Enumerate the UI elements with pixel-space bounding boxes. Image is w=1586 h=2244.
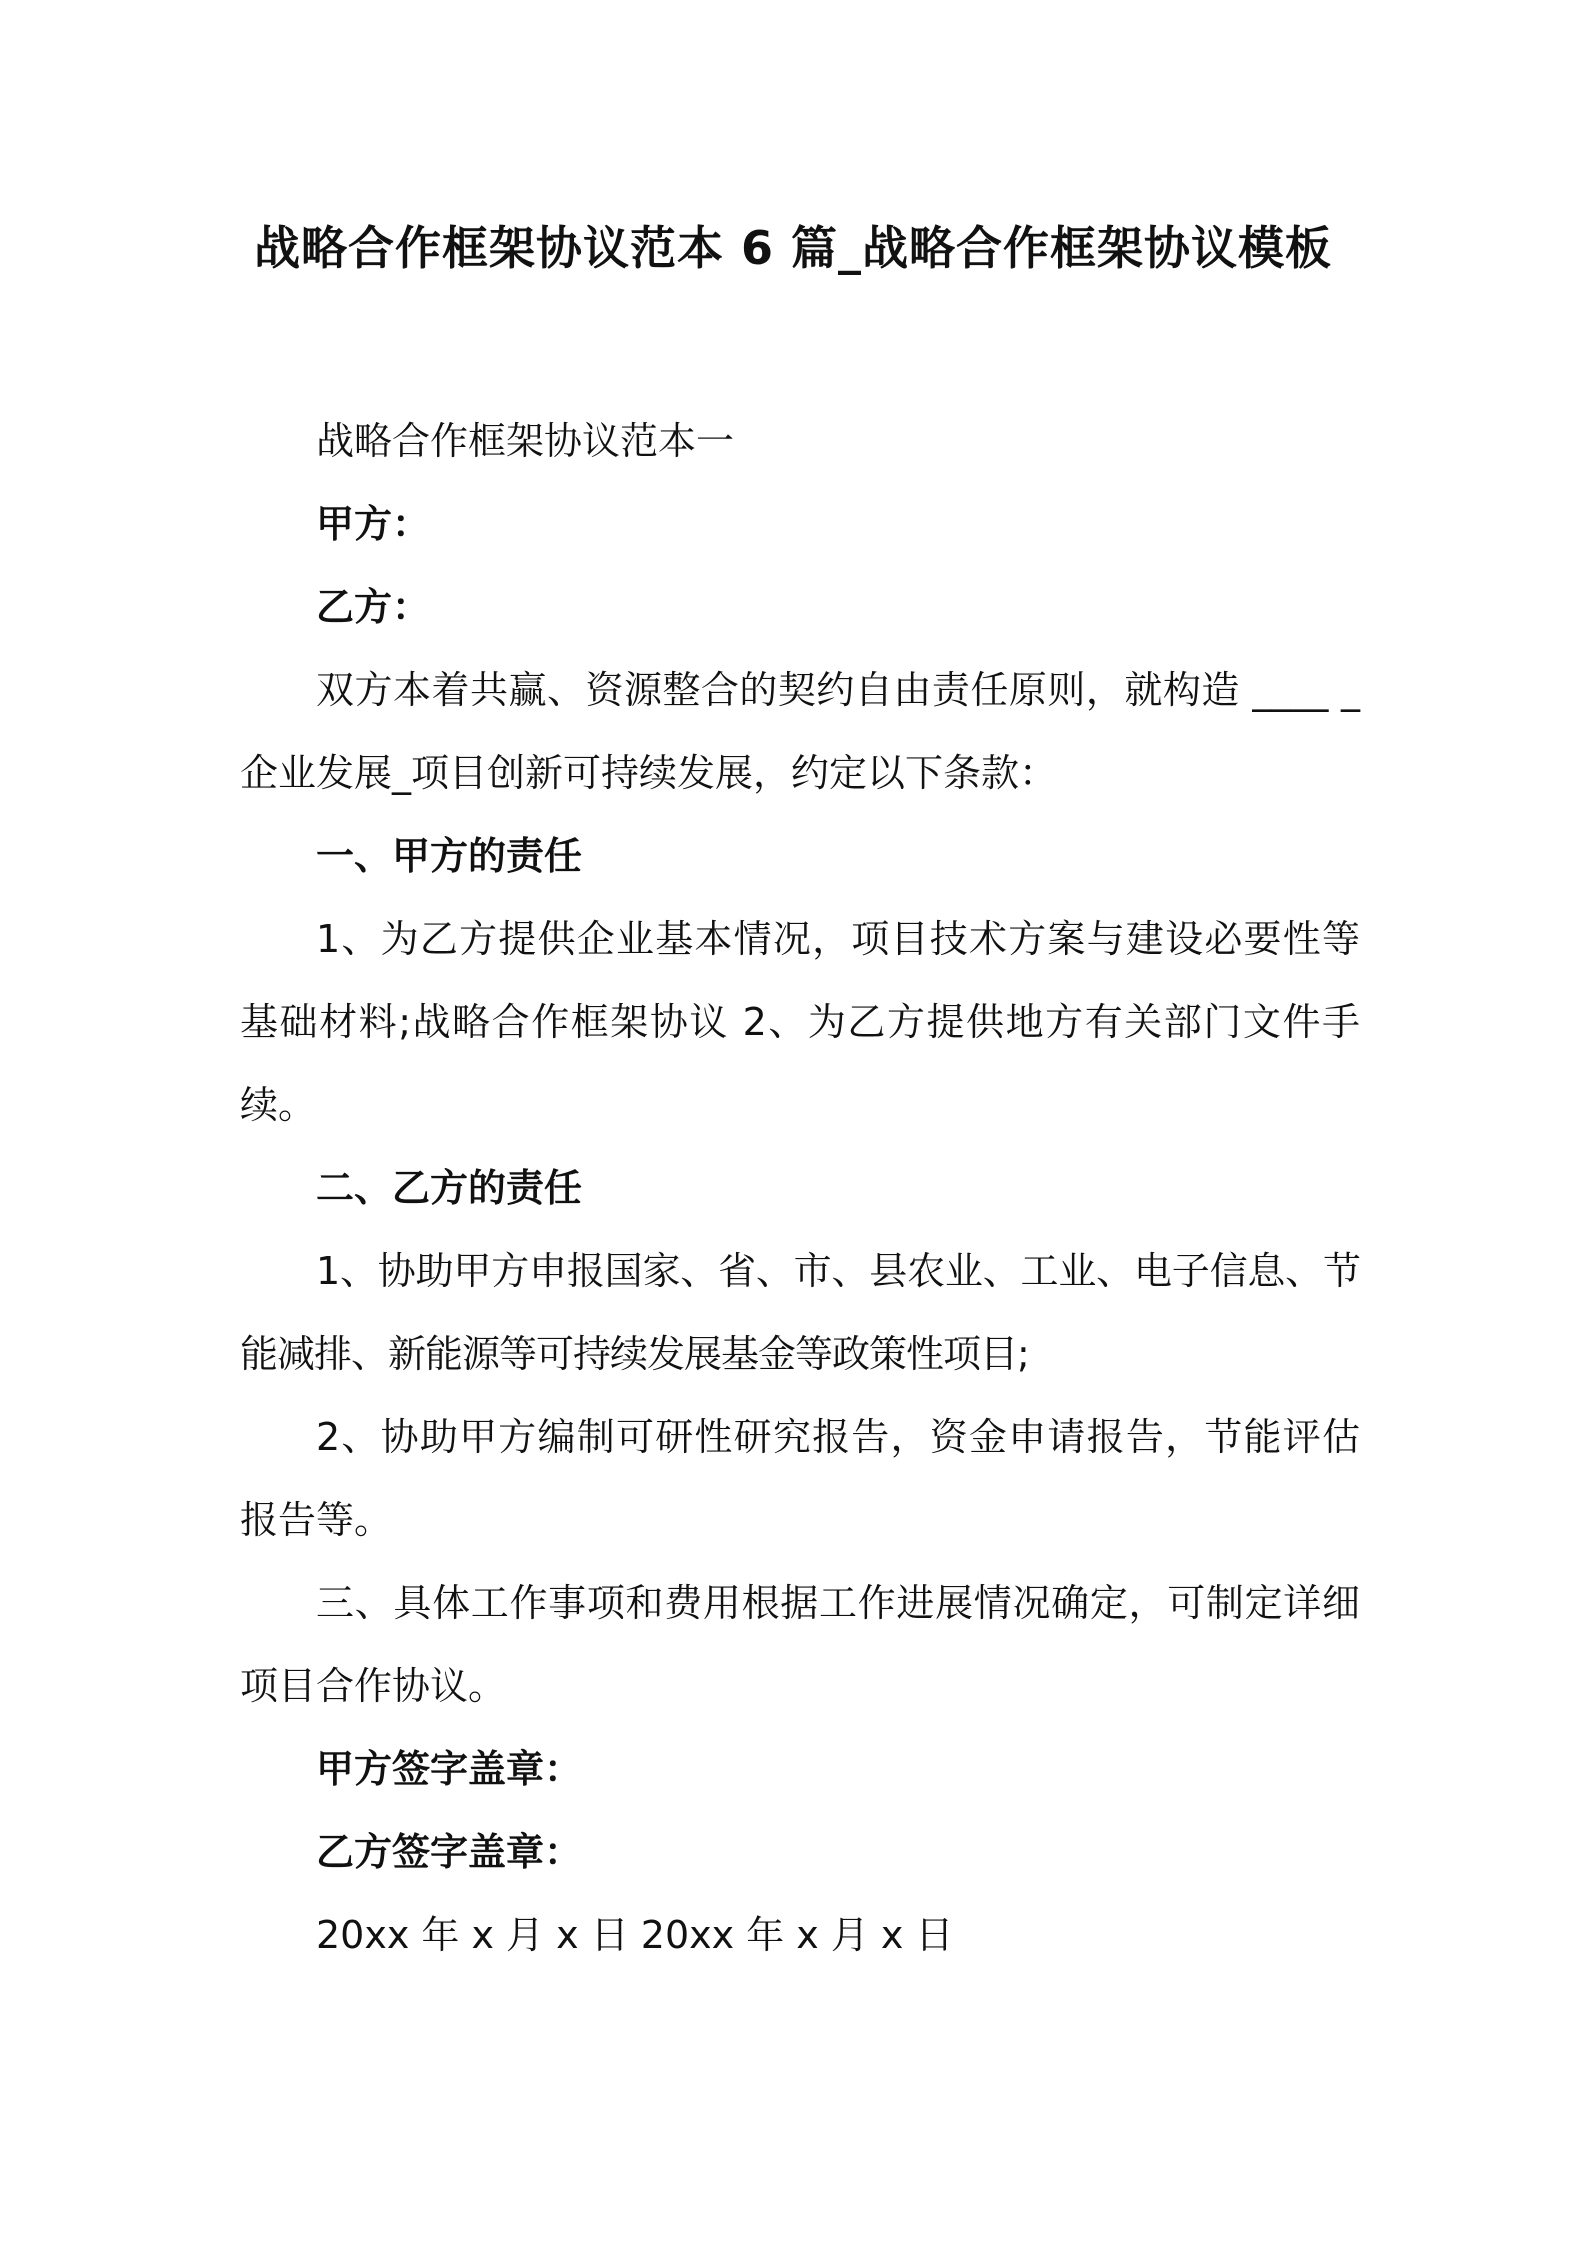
party-b-duties-heading: 二、乙方的责任 — [316, 1166, 583, 1210]
document-body — [240, 400, 1360, 1977]
party-a-duty-item: 1、为乙方提供企业基本情况，项目技术方案与建设必要性等基础材料;战略合作框架协议 2、为乙方提供地方有关部门文件手续。 — [240, 917, 1360, 1127]
party-b-label: 乙方： — [316, 585, 431, 629]
document-title: 战略合作框架协议范本 6 篇_战略合作框架协议模板 — [253, 221, 1333, 275]
party-a-duties-heading: 一、甲方的责任 — [316, 834, 583, 878]
party-b-duty-item-2: 2、协助甲方编制可研性研究报告，资金申请报告，节能评估报告等。 — [240, 1415, 1360, 1542]
party-a-signature-line: 甲方签字盖章： — [316, 1747, 583, 1791]
party-b-signature-line: 乙方签字盖章： — [316, 1830, 583, 1874]
party-a-label: 甲方： — [316, 502, 431, 546]
party-b-duty-item-1: 1、协助甲方申报国家、省、市、县农业、工业、电子信息、节能减排、新能源等可持续发展基金等政策性项目; — [240, 1249, 1360, 1376]
work-items-clause: 三、具体工作事项和费用根据工作进展情况确定，可制定详细项目合作协议。 — [240, 1581, 1360, 1708]
signature-dates: 20xx 年 x 月 x 日 20xx 年 x 月 x 日 — [316, 1913, 954, 1957]
section-heading: 战略合作框架协议范本一 — [316, 419, 735, 463]
preamble-paragraph: 双方本着共赢、资源整合的契约自由责任原则，就构造 ____ _企业发展_项目创新可持续发展，约定以下条款： — [240, 668, 1360, 795]
